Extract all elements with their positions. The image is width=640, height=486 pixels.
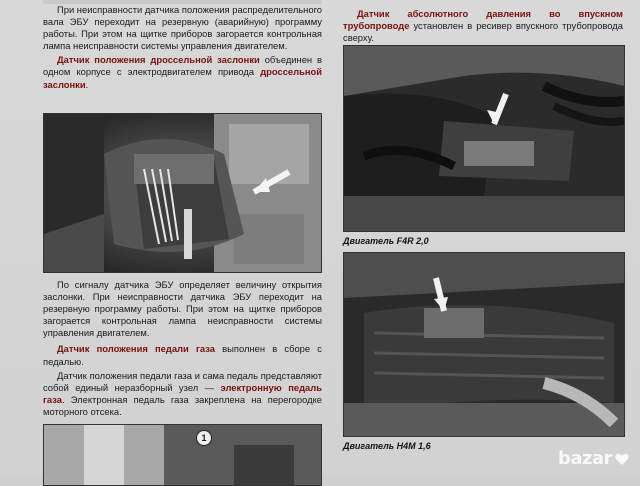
map-sensor-heading: Датчик абсолютного давления во впускном трубопроводе: [343, 8, 623, 32]
throttle-sensor-end: .: [85, 78, 89, 90]
pedal-mount-text: . Электронная педаль газа закреплена на перегородке моторного отсека.: [43, 393, 322, 417]
map-sensor-text: установлен в ресивер впускного трубопровода сверху.: [343, 20, 623, 44]
caption-engine-f4r: Двигатель F4R 2,0: [343, 236, 429, 246]
throttle-sensor-heading: Датчик положения дроссельной заслонки: [57, 54, 260, 66]
right-column-top: [343, 8, 623, 44]
photo-gas-pedal: [43, 424, 322, 486]
heart-icon: [614, 451, 630, 467]
paragraph-camshaft-sensor: При неисправности датчика положения распределительного вала ЭБУ переходит на резервную (аварийную) программу работы. При этом на щитке приборов загорается контрольная лампа неисправности системы управления двигателем.: [43, 4, 322, 52]
pedal-sensor-heading: Датчик положения педали газа: [57, 343, 215, 355]
photo-throttle-body: [43, 113, 322, 273]
paragraph-throttle-signal: По сигналу датчика ЭБУ определяет величину открытия заслонки. При неисправности датчика ЭБУ переходит на резервную программу работы. При этом на щитке приборов загорается контрольная лампа неисправности системы управления двигателем.: [43, 279, 322, 339]
caption-engine-h4m: Двигатель H4M 1,6: [343, 441, 431, 451]
watermark-text: bazar: [557, 448, 612, 469]
callout-badge: 1: [196, 430, 212, 446]
throttle-sensor-text: объединен в одном корпусе с электродвигателем привода: [43, 54, 322, 78]
electronic-pedal-term: электронную педаль газа: [43, 381, 322, 405]
photo-engine-h4m: [343, 252, 625, 437]
left-column-bottom: [43, 279, 322, 418]
pedal-sensor-text: выполнен в сборе с педалью.: [43, 343, 322, 367]
paragraph-map-sensor: [343, 8, 623, 44]
throttle-valve-term: дроссельной заслонки: [43, 66, 322, 90]
photo-engine-f4r: [343, 45, 625, 232]
engine-f4r-image: [344, 46, 624, 231]
pedal-unit-text: Датчик положения педали газа и сама педаль представляют собой единый неразборный узел —: [43, 369, 322, 393]
gas-pedal-image: [44, 425, 321, 485]
paragraph-electronic-pedal: [43, 370, 322, 418]
watermark-logo: [558, 448, 630, 469]
paragraph-throttle-sensor: [43, 54, 322, 90]
throttle-body-image: [44, 114, 321, 272]
engine-h4m-image: [344, 253, 624, 436]
left-column-top: [43, 4, 322, 91]
paragraph-pedal-sensor: [43, 343, 322, 367]
